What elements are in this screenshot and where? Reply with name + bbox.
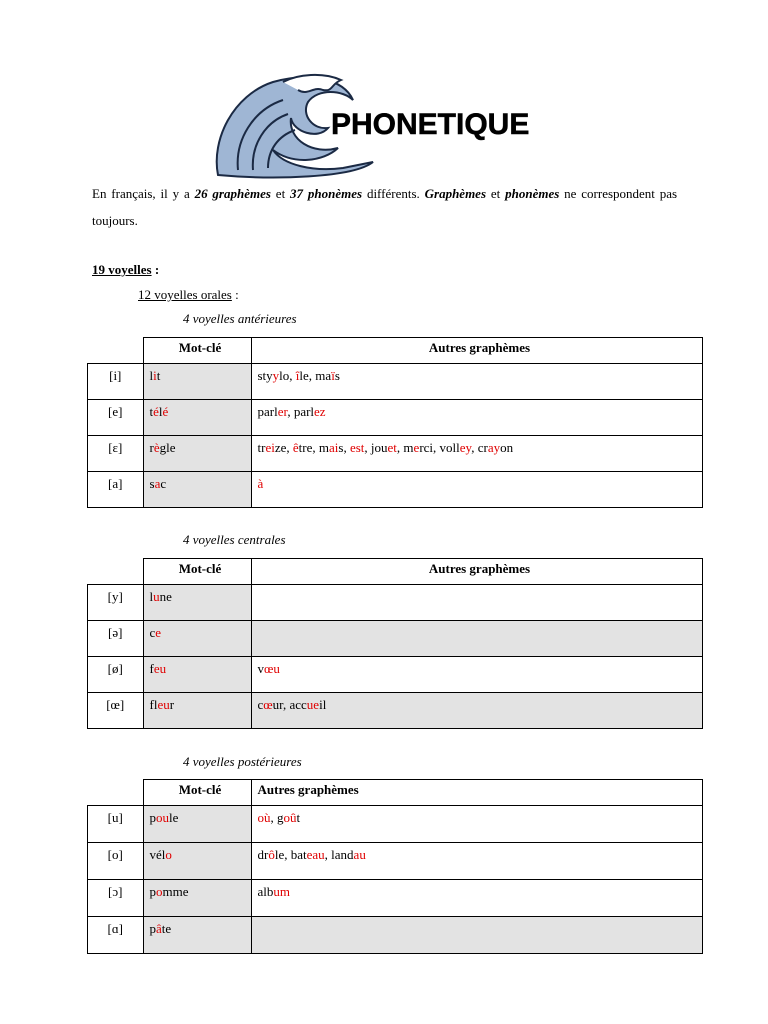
- other-graphemes-part: rci, voll: [419, 440, 460, 455]
- vowel-table: [87, 779, 703, 954]
- other-graphemes-part: s,: [338, 440, 350, 455]
- table-row: [88, 585, 703, 621]
- other-graphemes-part: ur, acc: [272, 697, 307, 712]
- key-word-part: r: [149, 440, 154, 455]
- phoneme-symbol: [ə]: [88, 621, 144, 657]
- other-graphemes: [251, 400, 702, 436]
- key-word: [143, 917, 251, 954]
- other-graphemes-part: , parl: [287, 404, 315, 419]
- other-graphemes-part: le, bat: [274, 847, 307, 862]
- key-word-part: o: [156, 884, 163, 899]
- table-row: [88, 621, 703, 657]
- other-graphemes-part: dr: [257, 847, 269, 862]
- other-graphemes-part: tr: [257, 440, 266, 455]
- other-graphemes-part: parl: [257, 404, 278, 419]
- table-row: [88, 436, 703, 472]
- key-word-part: p: [149, 921, 156, 936]
- other-graphemes-part: œu: [264, 661, 280, 676]
- key-word-part: p: [149, 884, 156, 899]
- subsection-title: 12 voyelles orales :: [138, 287, 239, 302]
- key-word-part: s: [149, 476, 155, 491]
- key-word-part: mme: [162, 884, 189, 899]
- key-word-part: gle: [159, 440, 176, 455]
- key-word-part: le: [169, 810, 179, 825]
- key-word-part: a: [154, 476, 161, 491]
- header-autres-graphemes: Autres graphèmes: [251, 338, 702, 364]
- key-word-part: l: [149, 589, 154, 604]
- other-graphemes-part: sty: [257, 368, 273, 383]
- phonetique-logo: [213, 70, 553, 180]
- intro-paragraph: En français, il y a 26 graphèmes et 37 phonèmes différents. Graphèmes et phonèmes ne correspondent pas toujours.: [92, 186, 678, 228]
- key-word-part: é: [162, 404, 169, 419]
- key-word-part: ne: [159, 589, 172, 604]
- other-graphemes-part: on: [500, 440, 514, 455]
- key-word-part: eu: [157, 697, 170, 712]
- key-word-part: i: [153, 368, 157, 383]
- other-graphemes-part: , jou: [364, 440, 388, 455]
- table-row: [88, 364, 703, 400]
- other-graphemes-part: , g: [270, 810, 284, 825]
- other-graphemes: [251, 917, 702, 954]
- other-graphemes: [251, 621, 702, 657]
- other-graphemes-part: alb: [257, 884, 274, 899]
- other-graphemes-part: e: [413, 440, 420, 455]
- other-graphemes-part: oû: [283, 810, 297, 825]
- other-graphemes-part: , cr: [471, 440, 488, 455]
- table-row: [88, 880, 703, 917]
- other-graphemes-part: ei: [265, 440, 275, 455]
- other-graphemes: [251, 585, 702, 621]
- key-word: [143, 472, 251, 508]
- header-autres-graphemes: Autres graphèmes: [251, 780, 702, 806]
- phoneme-symbol: [y]: [88, 585, 144, 621]
- key-word-part: o: [165, 847, 172, 862]
- caption-posterieures: 4 voyelles postérieures: [183, 754, 302, 769]
- phoneme-symbol: [a]: [88, 472, 144, 508]
- phoneme-symbol: [u]: [88, 806, 144, 843]
- vowel-table: [87, 558, 703, 729]
- key-word: [143, 843, 251, 880]
- key-word-part: ou: [156, 810, 169, 825]
- phoneme-symbol: [ɛ]: [88, 436, 144, 472]
- table-row: [88, 917, 703, 954]
- other-graphemes-part: , m: [396, 440, 414, 455]
- table-row: [88, 806, 703, 843]
- other-graphemes-part: le, ma: [299, 368, 332, 383]
- other-graphemes-part: où: [257, 810, 271, 825]
- other-graphemes-part: eau: [306, 847, 325, 862]
- phoneme-symbol: [ɔ]: [88, 880, 144, 917]
- key-word-part: vél: [149, 847, 166, 862]
- key-word-part: te: [161, 921, 172, 936]
- header-mot-cle: Mot-clé: [143, 559, 251, 585]
- table-row: [88, 657, 703, 693]
- other-graphemes: [251, 657, 702, 693]
- other-graphemes-part: ze,: [274, 440, 293, 455]
- table-row: [88, 400, 703, 436]
- key-word-part: â: [156, 921, 162, 936]
- logo-text: PHONETIQUE: [331, 108, 530, 141]
- section-title: 19 voyelles :: [92, 262, 160, 277]
- other-graphemes-part: um: [273, 884, 291, 899]
- other-graphemes-part: ay: [487, 440, 501, 455]
- other-graphemes-part: s: [334, 368, 340, 383]
- vowel-table: [87, 337, 703, 508]
- key-word-part: t: [156, 368, 161, 383]
- key-word: [143, 693, 251, 729]
- header-mot-cle: Mot-clé: [143, 780, 251, 806]
- other-graphemes-part: er: [277, 404, 288, 419]
- key-word: [143, 585, 251, 621]
- key-word-part: r: [169, 697, 175, 712]
- key-word-part: e: [155, 625, 162, 640]
- key-word-part: c: [160, 476, 167, 491]
- other-graphemes-part: ô: [268, 847, 275, 862]
- header-blank: [88, 559, 144, 585]
- other-graphemes-part: ey: [459, 440, 472, 455]
- key-word-part: fl: [149, 697, 158, 712]
- header-blank: [88, 338, 144, 364]
- other-graphemes-part: c: [257, 697, 264, 712]
- key-word: [143, 621, 251, 657]
- phoneme-symbol: [œ]: [88, 693, 144, 729]
- key-word-part: p: [149, 810, 156, 825]
- other-graphemes: [251, 843, 702, 880]
- key-word-part: t: [149, 404, 154, 419]
- key-word: [143, 806, 251, 843]
- other-graphemes-part: à: [257, 476, 264, 491]
- key-word-part: f: [149, 661, 154, 676]
- caption-anterieures: 4 voyelles antérieures: [183, 311, 297, 326]
- other-graphemes-part: œ: [263, 697, 273, 712]
- header-autres-graphemes: Autres graphèmes: [251, 559, 702, 585]
- key-word-part: l: [158, 404, 163, 419]
- other-graphemes: [251, 693, 702, 729]
- other-graphemes-part: au: [353, 847, 366, 862]
- key-word-part: è: [153, 440, 160, 455]
- other-graphemes-part: v: [257, 661, 264, 676]
- phoneme-symbol: [e]: [88, 400, 144, 436]
- other-graphemes-part: y: [272, 368, 280, 383]
- header-blank: [88, 780, 144, 806]
- other-graphemes: [251, 436, 702, 472]
- other-graphemes-part: il: [319, 697, 327, 712]
- key-word-part: u: [153, 589, 160, 604]
- table-row: [88, 693, 703, 729]
- other-graphemes-part: ez: [314, 404, 326, 419]
- other-graphemes-part: î: [295, 368, 300, 383]
- key-word: [143, 657, 251, 693]
- other-graphemes-part: t: [296, 810, 301, 825]
- other-graphemes-part: ai: [329, 440, 339, 455]
- caption-centrales: 4 voyelles centrales: [183, 532, 286, 547]
- other-graphemes-part: tre, m: [298, 440, 329, 455]
- key-word-part: c: [149, 625, 156, 640]
- table-row: [88, 843, 703, 880]
- other-graphemes-part: ê: [292, 440, 299, 455]
- other-graphemes: [251, 472, 702, 508]
- key-word-part: é: [153, 404, 159, 419]
- other-graphemes-part: lo,: [279, 368, 296, 383]
- other-graphemes-part: , land: [324, 847, 354, 862]
- phoneme-symbol: [ø]: [88, 657, 144, 693]
- other-graphemes: [251, 806, 702, 843]
- key-word: [143, 364, 251, 400]
- key-word: [143, 880, 251, 917]
- key-word: [143, 436, 251, 472]
- other-graphemes-part: est: [349, 440, 365, 455]
- other-graphemes: [251, 364, 702, 400]
- other-graphemes: [251, 880, 702, 917]
- key-word-part: l: [149, 368, 154, 383]
- other-graphemes-part: ue: [306, 697, 320, 712]
- key-word-part: eu: [153, 661, 167, 676]
- phoneme-symbol: [i]: [88, 364, 144, 400]
- other-graphemes-part: et: [387, 440, 397, 455]
- other-graphemes-part: ï: [331, 368, 335, 383]
- key-word: [143, 400, 251, 436]
- phoneme-symbol: [ɑ]: [88, 917, 144, 954]
- table-row: [88, 472, 703, 508]
- header-mot-cle: Mot-clé: [143, 338, 251, 364]
- phoneme-symbol: [o]: [88, 843, 144, 880]
